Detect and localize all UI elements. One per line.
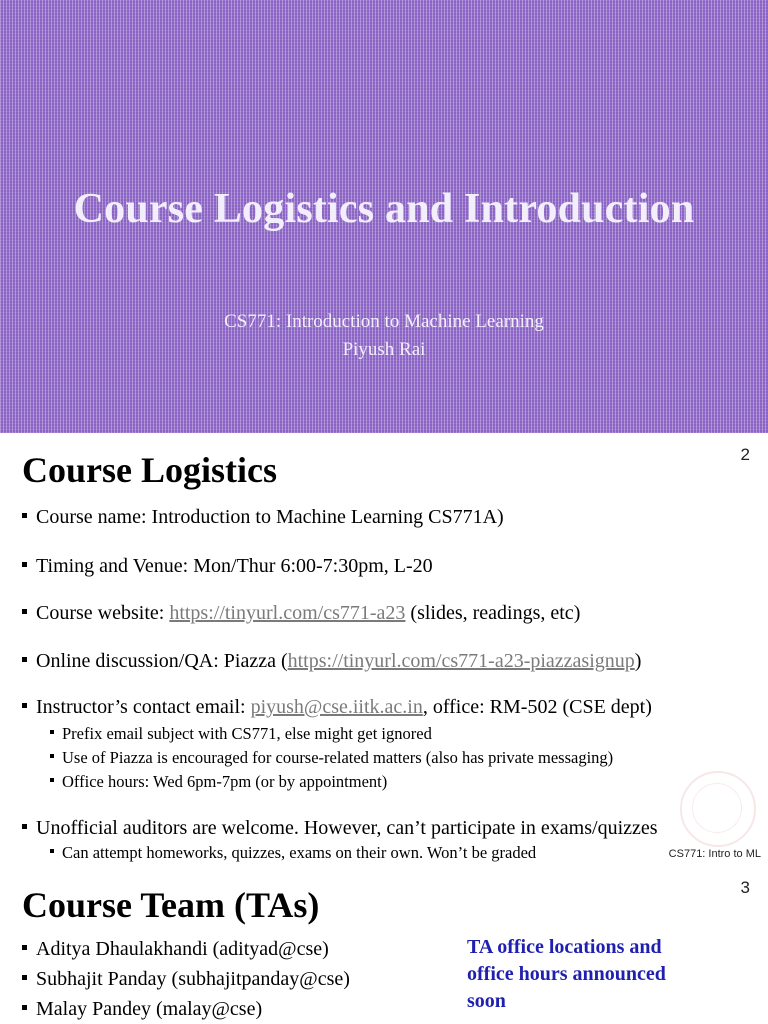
watermark-seal-icon bbox=[680, 771, 756, 847]
bullet-icon bbox=[50, 754, 54, 758]
bullet-icon bbox=[22, 824, 27, 829]
slide-subtitle bbox=[0, 308, 768, 364]
course-name: CS771: Introduction to Machine Learning bbox=[224, 311, 544, 332]
bullet-timing: Timing and Venue: Mon/Thur 6:00-7:30pm, L-20 bbox=[22, 555, 433, 578]
bullet-discussion: Online discussion/QA: Piazza (https://tinyurl.com/cs771-a23-piazzasignup) bbox=[22, 650, 641, 673]
bullet-icon bbox=[22, 945, 27, 950]
course-logistics-slide bbox=[0, 433, 768, 868]
ta-announcement: TA office locations and office hours announced soon bbox=[467, 936, 666, 1012]
ta-item: Subhajit Panday (subhajitpanday@cse) bbox=[22, 968, 350, 991]
bullet-icon bbox=[22, 657, 27, 662]
bullet-website: Course website: https://tinyurl.com/cs771-a23 (slides, readings, etc) bbox=[22, 602, 580, 625]
title-slide bbox=[0, 0, 768, 433]
subbullet-piazza: Use of Piazza is encouraged for course-related matters (also has private messaging) bbox=[50, 748, 613, 768]
bullet-auditors: Unofficial auditors are welcome. However, can’t participate in exams/quizzes bbox=[22, 817, 658, 840]
slide-heading: Course Team (TAs) bbox=[22, 885, 320, 925]
author-name: Piyush Rai bbox=[342, 339, 426, 360]
subbullet-auditors: Can attempt homeworks, quizzes, exams on their own. Won’t be graded bbox=[50, 843, 536, 863]
slide-number: 3 bbox=[740, 878, 750, 897]
slide-number: 2 bbox=[740, 445, 750, 464]
bullet-icon bbox=[22, 609, 27, 614]
course-team-slide bbox=[0, 868, 768, 1024]
subbullet-prefix: Prefix email subject with CS771, else might get ignored bbox=[50, 724, 432, 744]
bullet-icon bbox=[22, 703, 27, 708]
ta-item: Malay Pandey (malay@cse) bbox=[22, 998, 262, 1021]
slide-footer: CS771: Intro to ML bbox=[668, 848, 761, 860]
bullet-course-name: Course name: Introduction to Machine Learning CS771A) bbox=[22, 506, 504, 529]
bullet-icon bbox=[50, 730, 54, 734]
bullet-icon bbox=[22, 1005, 27, 1010]
email-link[interactable]: piyush@cse.iitk.ac.in bbox=[250, 696, 423, 718]
bullet-icon bbox=[22, 975, 27, 980]
bullet-email: Instructor’s contact email: piyush@cse.iitk.ac.in, office: RM-502 (CSE dept) bbox=[22, 696, 652, 719]
slide-title: Course Logistics and Introduction bbox=[73, 186, 695, 232]
piazza-link[interactable]: https://tinyurl.com/cs771-a23-piazzasignup bbox=[287, 650, 635, 672]
ta-item: Aditya Dhaulakhandi (adityad@cse) bbox=[22, 938, 329, 961]
bullet-icon bbox=[22, 562, 27, 567]
bullet-icon bbox=[50, 778, 54, 782]
bullet-icon bbox=[22, 513, 27, 518]
subbullet-hours: Office hours: Wed 6pm-7pm (or by appointment) bbox=[50, 772, 387, 792]
slide-heading: Course Logistics bbox=[22, 450, 277, 490]
website-link[interactable]: https://tinyurl.com/cs771-a23 bbox=[169, 602, 406, 624]
bullet-icon bbox=[50, 849, 54, 853]
